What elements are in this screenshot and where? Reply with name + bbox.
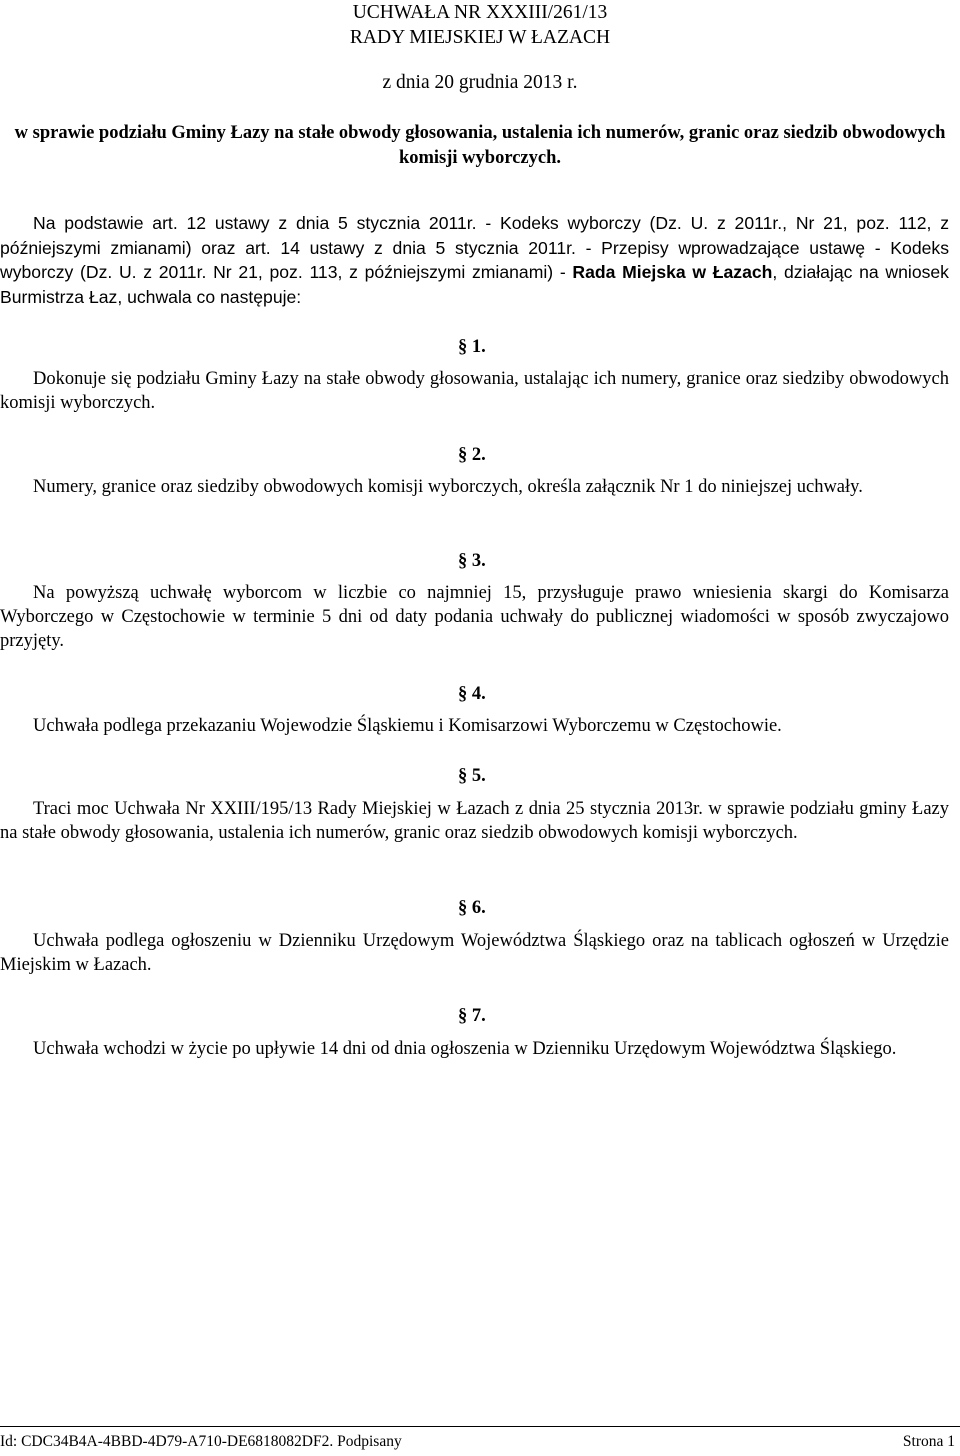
preamble	[0, 211, 949, 309]
resolution-title	[0, 0, 960, 50]
title-line-1: UCHWAŁA NR XXXIII/261/13	[352, 2, 608, 23]
resolution-subject: w sprawie podziału Gminy Łazy na stałe obwody głosowania, ustalenia ich numerów, granic oraz siedzib obwodowych komisji wyborczych.	[14, 123, 946, 168]
resolution-date: z dnia 20 grudnia 2013 r.	[382, 72, 578, 93]
section-symbol-3: § 3.	[458, 551, 486, 571]
section-text-6: Uchwała podlega ogłoszeniu w Dzienniku Urzędowym Województwa Śląskiego oraz na tablicach ogłoszeń w Urzędzie Miejskim w Łazach.	[0, 931, 949, 975]
section-symbol-6: § 6.	[458, 898, 486, 918]
council-name: Rada Miejska w Łazach	[572, 262, 773, 282]
section-text-1: Dokonuje się podziału Gminy Łazy na stałe obwody głosowania, ustalając ich numery, granice oraz siedziby obwodowych komisji wyborczych.	[0, 369, 949, 413]
section-symbol-4: § 4.	[458, 684, 486, 704]
section-text-2: Numery, granice oraz siedziby obwodowych komisji wyborczych, określa załącznik Nr 1 do niniejszej uchwały.	[33, 477, 863, 497]
preamble-text-2: , działając na wniosek Burmistrza Łaz, uchwala co następuje:	[0, 262, 949, 307]
page-number: Strona 1	[902, 1433, 955, 1450]
section-symbol-7: § 7.	[458, 1006, 486, 1026]
section-symbol-2: § 2.	[458, 445, 486, 465]
title-line-2: RADY MIEJSKIEJ W ŁAZACH	[349, 27, 611, 48]
document-id: Id: CDC34B4A-4BBD-4D79-A710-DE6818082DF2. Podpisany	[0, 1433, 402, 1450]
section-symbol-1: § 1.	[458, 337, 486, 357]
section-text-3: Na powyższą uchwałę wyborcom w liczbie co najmniej 15, przysługuje prawo wniesienia skargi do Komisarza Wyborczego w Częstochowie w terminie 5 dni od daty podania uchwały do publicznej wiadomości w sposób zwyczajowo przyjęty.	[0, 583, 949, 651]
preamble-text-1: Na podstawie art. 12 ustawy z dnia 5 stycznia 2011r. - Kodeks wyborczy (Dz. U. z 2011r., Nr 21, poz. 112, z późniejszymi zmianami) oraz art. 14 ustawy z dnia 5 stycznia 2011r. - Przepisy wprowadzające ustawę - Kodeks wyborczy (Dz. U. z 2011r. Nr 21, poz. 113, z późniejszymi zmianami) -	[0, 213, 949, 282]
section-text-5: Traci moc Uchwała Nr XXIII/195/13 Rady Miejskiej w Łazach z dnia 25 stycznia 2013r. w sprawie podziału gminy Łazy na stałe obwody głosowania, ustalenia ich numerów, granic oraz siedzib obwodowych komisji wyborczych.	[0, 799, 949, 843]
section-symbol-5: § 5.	[458, 766, 486, 786]
section-text-4: Uchwała podlega przekazaniu Wojewodzie Śląskiemu i Komisarzowi Wyborczemu w Częstochowie.	[33, 716, 782, 736]
section-text-7: Uchwała wchodzi w życie po upływie 14 dni od dnia ogłoszenia w Dzienniku Urzędowym Województwa Śląskiego.	[33, 1039, 897, 1059]
footer-divider	[0, 1426, 960, 1427]
